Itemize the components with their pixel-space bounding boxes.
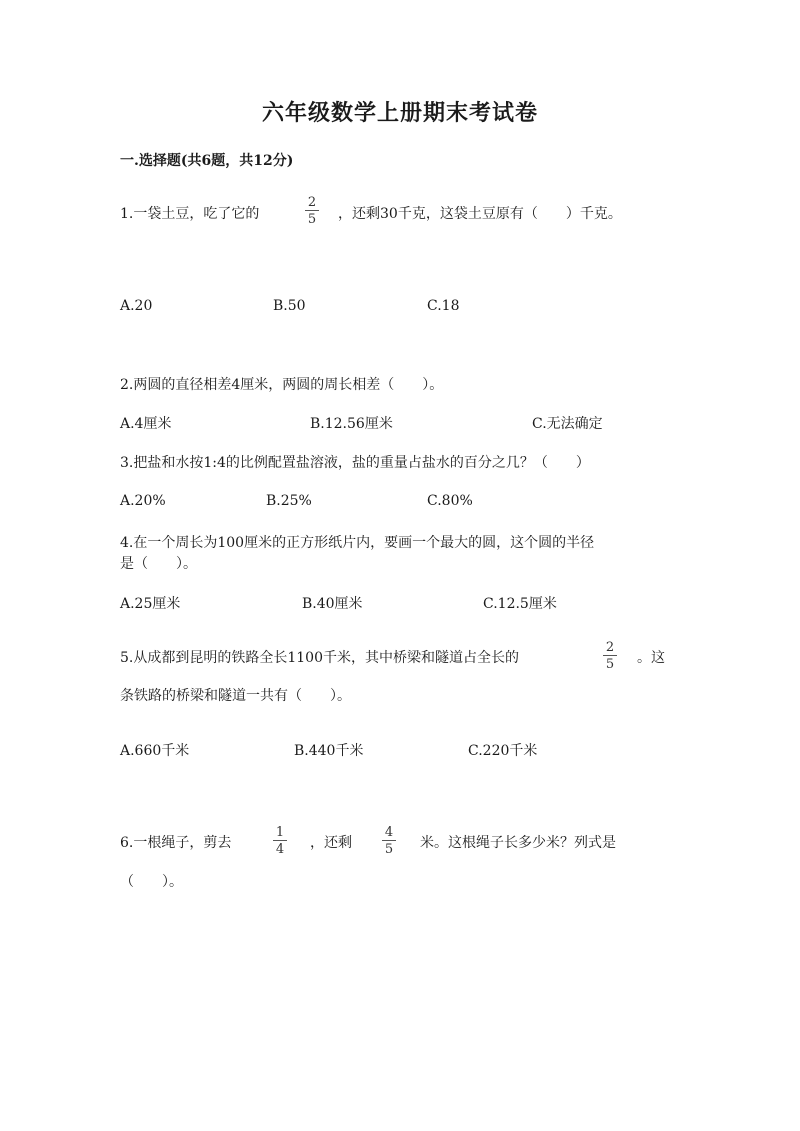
question-1-option-a: A.20 bbox=[120, 298, 153, 314]
question-4-option-a: A.25厘米 bbox=[120, 596, 181, 612]
question-1-text-after: ，还剩30千克，这袋土豆原有（ ）千克。 bbox=[338, 206, 622, 222]
question-2-option-a: A.4厘米 bbox=[120, 416, 172, 432]
question-6-text-line2: （ ）。 bbox=[120, 874, 183, 890]
question-5-option-a: A.660千米 bbox=[120, 743, 190, 759]
question-1-fraction bbox=[305, 196, 319, 226]
fraction-denominator: 5 bbox=[307, 212, 317, 227]
fraction-numerator: 2 bbox=[307, 195, 317, 210]
page-title: 六年级数学上册期末考试卷 bbox=[261, 100, 538, 126]
fraction-denominator: 5 bbox=[605, 657, 615, 672]
question-5-option-b: B.440千米 bbox=[294, 743, 364, 759]
question-3-text: 3.把盐和水按1:4的比例配置盐溶液，盐的重量占盐水的百分之几？（ ） bbox=[120, 455, 590, 471]
fraction-bar bbox=[603, 655, 617, 656]
question-6-fraction-1 bbox=[273, 826, 287, 856]
question-6-fraction-2 bbox=[382, 826, 396, 856]
fraction-bar bbox=[382, 840, 396, 841]
section-heading: 一.选择题(共6题，共12分) bbox=[120, 153, 294, 169]
question-2-option-b: B.12.56厘米 bbox=[310, 416, 393, 432]
question-5-option-c: C.220千米 bbox=[468, 743, 538, 759]
question-5-text-after: 。这 bbox=[637, 650, 665, 666]
fraction-bar bbox=[305, 210, 319, 211]
fraction-numerator: 1 bbox=[275, 825, 285, 840]
fraction-denominator: 5 bbox=[384, 842, 394, 857]
fraction-denominator: 4 bbox=[275, 842, 285, 857]
question-4-option-c: C.12.5厘米 bbox=[483, 596, 557, 612]
question-1-text-before: 1.一袋土豆，吃了它的 bbox=[120, 206, 260, 222]
question-1-option-c: C.18 bbox=[427, 298, 460, 314]
question-2-text: 2.两圆的直径相差4厘米，两圆的周长相差（ ）。 bbox=[120, 377, 444, 393]
question-4-option-b: B.40厘米 bbox=[302, 596, 363, 612]
question-6-text-mid: ，还剩 bbox=[310, 835, 352, 851]
fraction-bar bbox=[273, 840, 287, 841]
question-6-text-after: 米。这根绳子长多少米？列式是 bbox=[420, 835, 616, 851]
question-6-text-before: 6.一根绳子，剪去 bbox=[120, 835, 232, 851]
question-5-fraction bbox=[603, 641, 617, 671]
fraction-numerator: 2 bbox=[605, 640, 615, 655]
question-2-option-c: C.无法确定 bbox=[532, 416, 603, 432]
question-4-text-line2: 是（ ）。 bbox=[120, 556, 197, 572]
question-5-text-line2: 条铁路的桥梁和隧道一共有（ ）。 bbox=[120, 688, 351, 704]
question-1-option-b: B.50 bbox=[273, 298, 306, 314]
question-3-option-b: B.25% bbox=[266, 493, 312, 509]
question-5-text-before: 5.从成都到昆明的铁路全长1100千米，其中桥梁和隧道占全长的 bbox=[120, 650, 519, 666]
question-3-option-c: C.80% bbox=[427, 493, 473, 509]
question-4-text-line1: 4.在一个周长为100厘米的正方形纸片内，要画一个最大的圆，这个圆的半径 bbox=[120, 535, 595, 551]
question-3-option-a: A.20% bbox=[120, 493, 166, 509]
fraction-numerator: 4 bbox=[384, 825, 394, 840]
